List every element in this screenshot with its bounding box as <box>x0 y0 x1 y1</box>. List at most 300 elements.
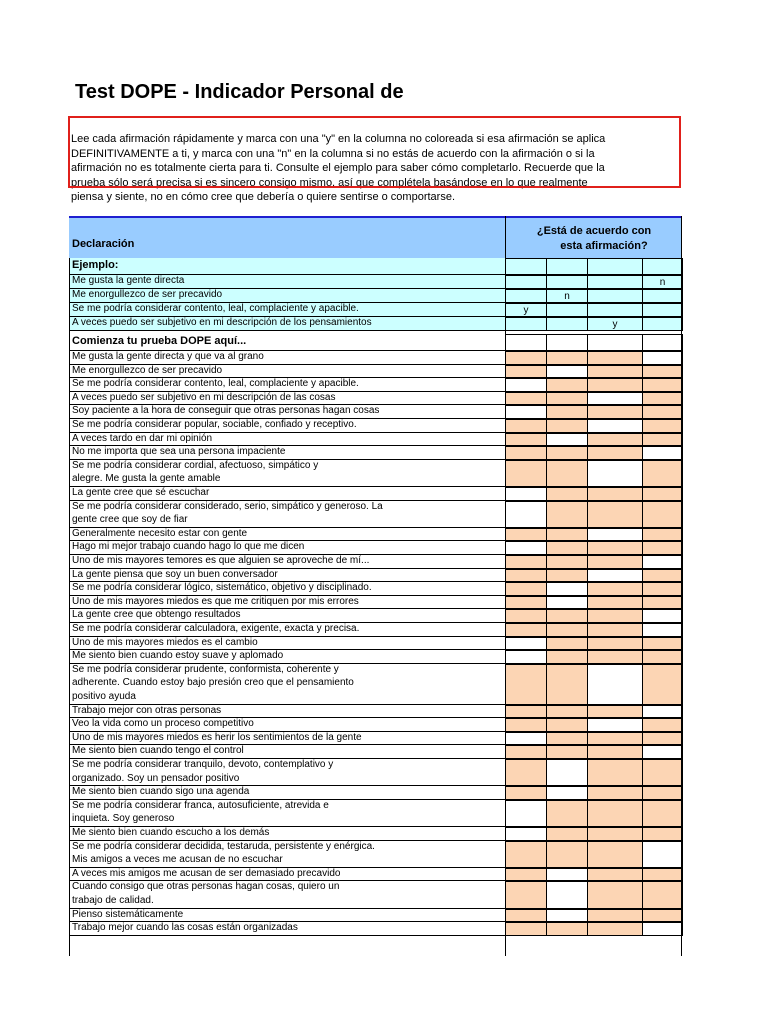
answer-cell[interactable] <box>505 487 547 501</box>
statement-cell <box>69 275 505 289</box>
answer-cell[interactable] <box>642 258 683 275</box>
statement-text: A veces puedo ser subjetivo en mi descripción de los pensamientos <box>72 317 372 329</box>
answer-cell[interactable] <box>587 528 643 542</box>
answer-cell[interactable] <box>546 303 588 317</box>
statement-cell <box>69 881 505 908</box>
statement-cell <box>69 303 505 317</box>
answer-cell[interactable] <box>505 868 547 882</box>
statement-text: Veo la vida como un proceso competitivo <box>72 718 254 730</box>
table-row <box>69 419 682 433</box>
answer-cell[interactable] <box>587 433 643 447</box>
statement-cell <box>69 528 505 542</box>
statement-cell <box>69 922 505 936</box>
answer-cell[interactable] <box>642 487 683 501</box>
answer-cell[interactable] <box>505 623 547 637</box>
statement-cell <box>69 596 505 610</box>
answer-mark: n <box>564 290 570 302</box>
statement-text: Se me podría considerar cordial, afectuoso, simpático y <box>72 459 319 471</box>
answer-cell[interactable] <box>546 650 588 664</box>
answer-cell[interactable] <box>642 909 683 923</box>
statement-text: Uno de mis mayores miedos es herir los sentimientos de la gente <box>72 731 362 743</box>
answer-cell[interactable] <box>546 334 588 351</box>
answer-cell[interactable] <box>587 759 643 786</box>
statement-cell <box>69 289 505 303</box>
statement-cell <box>69 501 505 528</box>
answer-cell[interactable] <box>642 827 683 841</box>
answer-cell[interactable] <box>546 786 588 800</box>
answer-cell[interactable] <box>546 637 588 651</box>
agreement-header-line2: esta afirmación? <box>560 240 648 252</box>
answer-cell[interactable] <box>505 528 547 542</box>
answer-cell[interactable] <box>587 378 643 392</box>
answer-cell[interactable] <box>505 827 547 841</box>
answer-cell[interactable] <box>546 289 588 303</box>
answer-cell[interactable] <box>642 759 683 786</box>
answer-cell[interactable] <box>505 759 547 786</box>
answer-cell[interactable] <box>505 841 547 868</box>
statement-text: Soy paciente a la hora de conseguir que otras personas hagan cosas <box>72 405 380 417</box>
answer-cell[interactable] <box>546 759 588 786</box>
table-row <box>69 365 682 379</box>
answer-cell[interactable] <box>546 881 588 908</box>
table-row <box>69 800 682 827</box>
answer-cell[interactable] <box>505 705 547 719</box>
statement-cell <box>69 786 505 800</box>
answer-cell[interactable] <box>587 289 643 303</box>
answer-cell[interactable] <box>505 392 547 406</box>
answer-cell[interactable] <box>505 541 547 555</box>
answer-cell[interactable] <box>587 405 643 419</box>
statement-cell <box>69 664 505 705</box>
answer-cell[interactable] <box>505 650 547 664</box>
answer-cell[interactable] <box>642 786 683 800</box>
answer-cell[interactable] <box>505 365 547 379</box>
statement-text: Se me podría considerar contento, leal, complaciente y apacible. <box>72 303 359 315</box>
answer-cell[interactable] <box>546 275 588 289</box>
answer-cell[interactable] <box>587 868 643 882</box>
answer-cell[interactable] <box>505 289 547 303</box>
statement-cell <box>69 460 505 487</box>
answer-cell[interactable] <box>642 541 683 555</box>
statement-text: Cuando consigo que otras personas hagan cosas, quiero un <box>72 881 340 893</box>
table-row <box>69 405 682 419</box>
answer-cell[interactable] <box>505 555 547 569</box>
answer-cell[interactable] <box>642 275 683 289</box>
table-row <box>69 528 682 542</box>
answer-cell[interactable] <box>587 275 643 289</box>
statement-text: Me siento bien cuando estoy suave y aplomado <box>72 650 284 662</box>
table-separator <box>505 216 506 956</box>
answer-cell[interactable] <box>546 446 588 460</box>
table-row <box>69 460 682 487</box>
answer-cell[interactable] <box>587 419 643 433</box>
table-row <box>69 650 682 664</box>
statement-cell <box>69 334 505 351</box>
answer-cell[interactable] <box>546 922 588 936</box>
answer-cell[interactable] <box>642 718 683 732</box>
answer-cell[interactable] <box>642 501 683 528</box>
row-divider <box>69 330 505 331</box>
statement-text: Se me podría considerar tranquilo, devoto, contemplativo y <box>72 759 334 770</box>
answer-cell[interactable] <box>546 460 588 487</box>
answer-cell[interactable] <box>587 446 643 460</box>
answer-cell[interactable] <box>587 705 643 719</box>
answer-cell[interactable] <box>505 433 547 447</box>
answer-cell[interactable] <box>546 378 588 392</box>
answer-cell[interactable] <box>505 501 547 528</box>
answer-cell[interactable] <box>505 317 547 331</box>
answer-cell[interactable] <box>546 528 588 542</box>
statement-text: alegre. Me gusta la gente amable <box>72 473 221 485</box>
answer-cell[interactable] <box>587 637 643 651</box>
answer-cell[interactable] <box>587 664 643 705</box>
statement-text: Mis amigos a veces me acusan de no escuchar <box>72 854 283 866</box>
answer-cell[interactable] <box>642 365 683 379</box>
table-row <box>69 582 682 596</box>
answer-cell[interactable] <box>505 405 547 419</box>
answer-cell[interactable] <box>505 609 547 623</box>
table-row <box>69 541 682 555</box>
answer-cell[interactable] <box>505 582 547 596</box>
answer-cell[interactable] <box>642 419 683 433</box>
answer-cell[interactable] <box>546 317 588 331</box>
answer-cell[interactable] <box>505 334 547 351</box>
answer-cell[interactable] <box>546 582 588 596</box>
answer-cell[interactable] <box>587 460 643 487</box>
answer-cell[interactable] <box>642 841 683 868</box>
answer-cell[interactable] <box>505 637 547 651</box>
answer-cell[interactable] <box>587 334 643 351</box>
statement-text: Me enorgullezco de ser precavido <box>72 289 223 301</box>
answer-cell[interactable] <box>587 487 643 501</box>
statement-cell <box>69 392 505 406</box>
answer-cell[interactable] <box>587 569 643 583</box>
answer-cell[interactable] <box>546 745 588 759</box>
answer-cell[interactable] <box>546 718 588 732</box>
instructions-highlight-box <box>68 116 681 188</box>
instructions-line: piensa y siente, no en cómo cree que debería o quiere sentirse o comportarse. <box>71 191 456 203</box>
answer-cell[interactable] <box>587 392 643 406</box>
answer-cell[interactable] <box>642 623 683 637</box>
statement-cell <box>69 718 505 732</box>
answer-cell[interactable] <box>546 841 588 868</box>
instructions-line: DEFINITIVAMENTE a ti, y marca con una "n" en la columna si no estás de acuerdo con la afirmación o si la <box>71 147 595 160</box>
statement-text: Se me podría considerar decidida, testaruda, persistente y enérgica. <box>72 840 375 852</box>
statement-cell <box>69 446 505 460</box>
table-row <box>69 868 682 882</box>
statement-cell <box>69 258 505 275</box>
answer-cell[interactable] <box>587 623 643 637</box>
answer-cell[interactable] <box>587 609 643 623</box>
answer-cell[interactable] <box>546 868 588 882</box>
answer-cell[interactable] <box>587 745 643 759</box>
table-row <box>69 275 682 289</box>
statement-text: Me gusta la gente directa y que va al grano <box>72 351 264 362</box>
answer-cell[interactable] <box>546 664 588 705</box>
statement-cell <box>69 378 505 392</box>
answer-cell[interactable] <box>642 868 683 882</box>
answer-cell[interactable] <box>505 446 547 460</box>
answer-cell[interactable] <box>546 487 588 501</box>
statement-cell <box>69 650 505 664</box>
statement-text: Uno de mis mayores miedos es el cambio <box>72 636 258 648</box>
statement-cell <box>69 555 505 569</box>
table-row <box>69 827 682 841</box>
statement-cell <box>69 419 505 433</box>
answer-cell[interactable] <box>587 303 643 317</box>
answer-cell[interactable] <box>642 745 683 759</box>
statement-text: adherente. Cuando estoy bajo presión creo que el pensamiento <box>72 677 354 689</box>
answer-cell[interactable] <box>505 303 547 317</box>
row-divider <box>69 935 505 936</box>
answer-cell[interactable] <box>505 732 547 746</box>
statement-text: Uno de mis mayores temores es que alguien se aproveche de mí... <box>72 555 370 566</box>
answer-cell[interactable] <box>505 596 547 610</box>
answer-cell[interactable] <box>642 378 683 392</box>
statement-cell <box>69 705 505 719</box>
answer-cell[interactable] <box>546 392 588 406</box>
answer-cell[interactable] <box>642 528 683 542</box>
answer-cell[interactable] <box>587 718 643 732</box>
answer-cell[interactable] <box>642 596 683 610</box>
statement-cell <box>69 800 505 827</box>
answer-cell[interactable] <box>505 786 547 800</box>
statement-text: Generalmente necesito estar con gente <box>72 527 248 539</box>
answer-cell[interactable] <box>546 732 588 746</box>
statement-cell <box>69 909 505 923</box>
answer-cell[interactable] <box>546 569 588 583</box>
answer-cell[interactable] <box>642 289 683 303</box>
statement-text: Se me podría considerar contento, leal, complaciente y apacible. <box>72 378 359 390</box>
statement-text: La gente cree que obtengo resultados <box>72 609 241 621</box>
table-row <box>69 609 682 623</box>
answer-cell[interactable] <box>587 841 643 868</box>
answer-cell[interactable] <box>546 623 588 637</box>
instructions-line: Lee cada afirmación rápidamente y marca con una "y" en la columna no coloreada si esa afirmación se aplica <box>71 133 606 145</box>
answer-cell[interactable] <box>505 258 547 275</box>
page-title: Test DOPE - Indicador Personal de <box>75 81 404 103</box>
statement-text: Comienza tu prueba DOPE aquí... <box>72 334 247 347</box>
answer-cell[interactable] <box>546 827 588 841</box>
answer-cell[interactable] <box>505 664 547 705</box>
table-row <box>69 881 682 908</box>
answer-cell[interactable] <box>546 541 588 555</box>
table-row <box>69 351 682 365</box>
answer-cell[interactable] <box>546 555 588 569</box>
answer-cell[interactable] <box>505 569 547 583</box>
statement-text: Trabajo mejor cuando las cosas están organizadas <box>72 922 298 934</box>
answer-cell[interactable] <box>587 732 643 746</box>
agreement-header-line1: ¿Está de acuerdo con <box>536 225 652 237</box>
statement-text: A veces puedo ser subjetivo en mi descripción de las cosas <box>72 391 336 403</box>
answer-cell[interactable] <box>546 909 588 923</box>
answer-cell[interactable] <box>642 446 683 460</box>
answer-cell[interactable] <box>642 732 683 746</box>
answer-cell[interactable] <box>587 800 643 827</box>
answer-cell[interactable] <box>505 909 547 923</box>
answer-cell[interactable] <box>546 405 588 419</box>
table-row <box>69 786 682 800</box>
statement-cell <box>69 609 505 623</box>
answer-cell[interactable] <box>587 650 643 664</box>
answer-cell[interactable] <box>642 460 683 487</box>
table-row <box>69 909 682 923</box>
statement-text: Pienso sistemáticamente <box>72 908 184 920</box>
table-row <box>69 637 682 651</box>
table-row <box>69 623 682 637</box>
statement-cell <box>69 569 505 583</box>
table-row <box>69 596 682 610</box>
table-row <box>69 759 682 786</box>
answer-cell[interactable] <box>642 303 683 317</box>
answer-cell[interactable] <box>505 419 547 433</box>
answer-cell[interactable] <box>642 922 683 936</box>
answer-cell[interactable] <box>642 405 683 419</box>
answer-cell[interactable] <box>505 800 547 827</box>
statement-text: inquieta. Soy generoso <box>72 813 175 825</box>
answer-cell[interactable] <box>587 365 643 379</box>
table-row <box>69 841 682 868</box>
answer-cell[interactable] <box>642 582 683 596</box>
answer-cell[interactable] <box>546 419 588 433</box>
statement-text: Me gusta la gente directa <box>72 275 185 287</box>
answer-cell[interactable] <box>505 881 547 908</box>
table-row <box>69 922 682 936</box>
statement-cell <box>69 541 505 555</box>
statement-cell <box>69 487 505 501</box>
statement-text: Se me podría considerar prudente, conformista, coherente y <box>72 663 339 675</box>
statement-cell <box>69 351 505 365</box>
answer-cell[interactable] <box>587 596 643 610</box>
answer-cell[interactable] <box>587 909 643 923</box>
answer-cell[interactable] <box>546 433 588 447</box>
answer-cell[interactable] <box>546 258 588 275</box>
table-row <box>69 745 682 759</box>
answer-cell[interactable] <box>642 650 683 664</box>
statement-cell <box>69 582 505 596</box>
answer-cell[interactable] <box>546 501 588 528</box>
statement-cell <box>69 745 505 759</box>
answer-cell[interactable] <box>587 786 643 800</box>
answer-cell[interactable] <box>587 555 643 569</box>
answer-cell[interactable] <box>642 664 683 705</box>
answer-cell[interactable] <box>642 881 683 908</box>
statement-cell <box>69 759 505 786</box>
answer-cell[interactable] <box>587 881 643 908</box>
answer-cell[interactable] <box>505 460 547 487</box>
answer-cell[interactable] <box>587 317 643 331</box>
statement-text: Trabajo mejor con otras personas <box>72 704 222 716</box>
answer-cell[interactable] <box>587 351 643 365</box>
statement-text: gente cree que soy de fiar <box>72 514 188 526</box>
answer-cell[interactable] <box>505 275 547 289</box>
answer-cell[interactable] <box>642 555 683 569</box>
statement-cell <box>69 637 505 651</box>
answer-cell[interactable] <box>546 705 588 719</box>
table-row <box>69 705 682 719</box>
answer-mark: n <box>659 276 666 288</box>
answer-cell[interactable] <box>587 501 643 528</box>
table-row <box>69 487 682 501</box>
answer-cell[interactable] <box>587 258 643 275</box>
statement-cell <box>69 827 505 841</box>
answer-cell[interactable] <box>587 827 643 841</box>
answer-cell[interactable] <box>642 334 683 351</box>
table-row <box>69 392 682 406</box>
table-row <box>69 334 682 351</box>
statement-cell <box>69 732 505 746</box>
statement-text: A veces mis amigos me acusan de ser demasiado precavido <box>72 867 341 879</box>
table-row <box>69 732 682 746</box>
statement-text: organizado. Soy un pensador positivo <box>72 772 240 784</box>
answer-cell[interactable] <box>546 609 588 623</box>
answer-cell[interactable] <box>505 378 547 392</box>
declaration-header: Declaración <box>72 238 135 250</box>
answer-cell[interactable] <box>642 800 683 827</box>
agreement-header <box>506 224 682 254</box>
table-row <box>69 433 682 447</box>
table-left-border <box>69 258 70 956</box>
statement-cell <box>69 841 505 868</box>
table-row <box>69 555 682 569</box>
table-row <box>69 317 682 331</box>
statement-text: A veces tardo en dar mi opinión <box>72 432 213 444</box>
answer-cell[interactable] <box>642 609 683 623</box>
answer-cell[interactable] <box>587 541 643 555</box>
answer-cell[interactable] <box>642 317 683 331</box>
answer-cell[interactable] <box>505 745 547 759</box>
answer-cell[interactable] <box>642 637 683 651</box>
answer-cell[interactable] <box>587 922 643 936</box>
answer-cell[interactable] <box>642 433 683 447</box>
answer-cell[interactable] <box>546 800 588 827</box>
statement-text: Hago mi mejor trabajo cuando hago lo que me dicen <box>72 541 305 553</box>
table-row <box>69 718 682 732</box>
answer-cell[interactable] <box>642 705 683 719</box>
statement-text: Se me podría considerar lógico, sistemático, objetivo y disciplinado. <box>72 582 372 594</box>
table-right-border <box>681 216 682 956</box>
table-header <box>69 216 682 258</box>
answer-cell[interactable] <box>587 582 643 596</box>
answer-cell[interactable] <box>642 392 683 406</box>
answer-cell[interactable] <box>505 922 547 936</box>
statement-text: Uno de mis mayores miedos es que me critiquen por mis errores <box>72 595 359 607</box>
answer-cell[interactable] <box>546 351 588 365</box>
table-row <box>69 446 682 460</box>
statement-cell <box>69 317 505 331</box>
statement-text: positivo ayuda <box>72 690 136 702</box>
statement-text: Se me podría considerar calculadora, exigente, exacta y precisa. <box>72 623 360 634</box>
answer-mark: y <box>612 318 618 330</box>
dope-test-table <box>69 216 682 956</box>
statement-text: La gente cree que sé escuchar <box>72 487 210 498</box>
answer-cell[interactable] <box>546 596 588 610</box>
answer-cell[interactable] <box>505 351 547 365</box>
answer-cell[interactable] <box>546 365 588 379</box>
table-row <box>69 289 682 303</box>
statement-text: Se me podría considerar considerado, serio, simpático y generoso. La <box>72 500 383 512</box>
statement-text: trabajo de calidad. <box>72 894 154 906</box>
answer-cell[interactable] <box>642 351 683 365</box>
answer-cell[interactable] <box>642 569 683 583</box>
table-row <box>69 664 682 705</box>
statement-cell <box>69 868 505 882</box>
statement-text: Me siento bien cuando tengo el control <box>72 745 244 757</box>
statement-text: Se me podría considerar popular, sociable, confiado y receptivo. <box>72 419 357 430</box>
answer-cell[interactable] <box>505 718 547 732</box>
table-row <box>69 378 682 392</box>
statement-text: La gente piensa que soy un buen conversador <box>72 568 278 580</box>
